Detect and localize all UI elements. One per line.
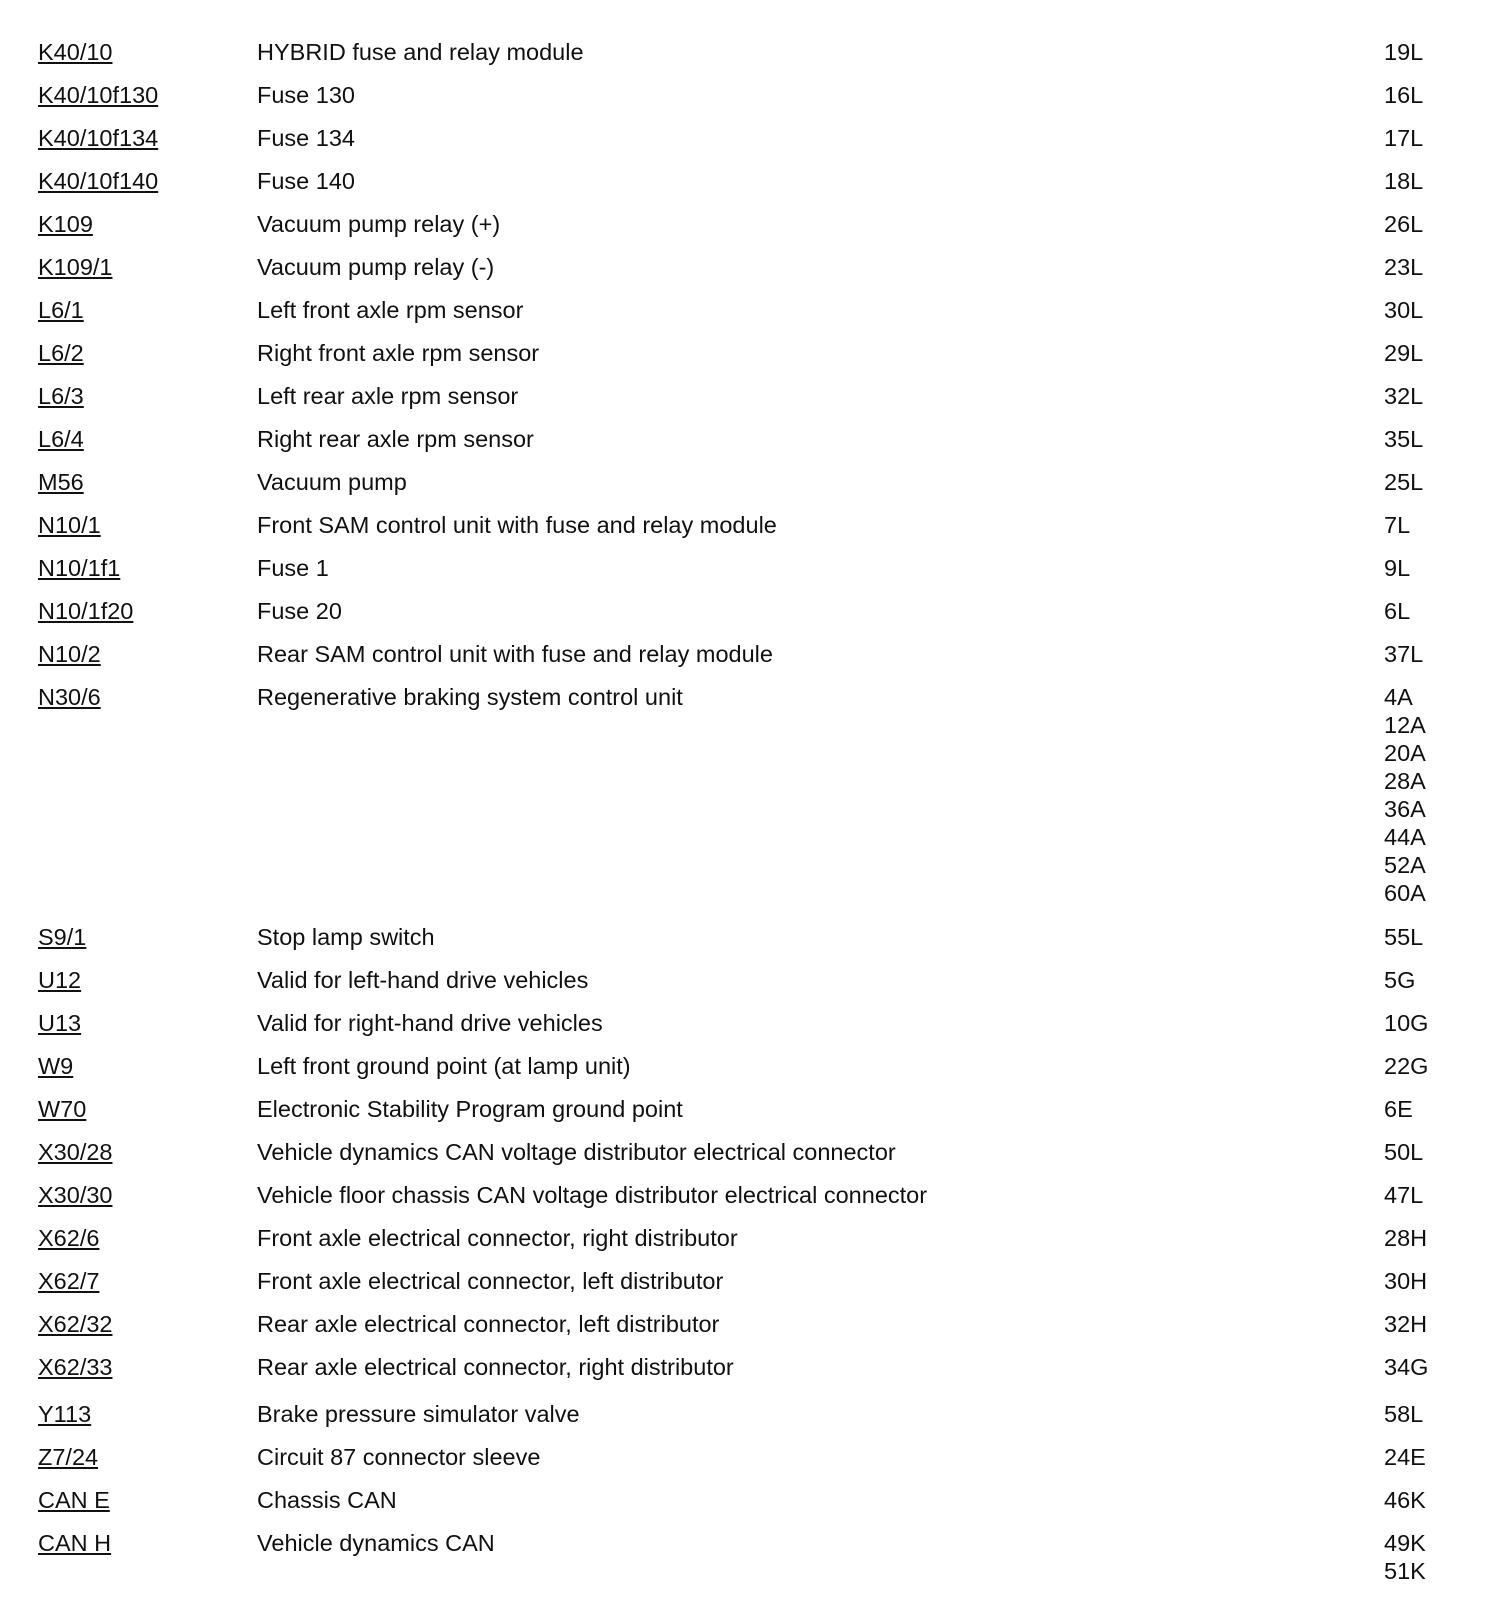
grid-reference: 46K <box>1384 1487 1426 1513</box>
grid-reference: 36A <box>1384 796 1426 822</box>
grid-reference-list <box>1384 339 1423 367</box>
component-description: HYBRID fuse and relay module <box>257 39 584 65</box>
grid-reference: 35L <box>1384 426 1424 452</box>
grid-reference: 50L <box>1384 1139 1424 1165</box>
component-description: Fuse 140 <box>257 168 355 194</box>
component-description: Chassis CAN <box>257 1487 397 1513</box>
grid-reference-list <box>1384 1400 1423 1428</box>
component-description: Fuse 1 <box>257 555 329 581</box>
grid-reference-list <box>1384 382 1423 410</box>
grid-reference-list <box>1384 1138 1423 1166</box>
component-code-link[interactable]: Z7/24 <box>38 1444 99 1470</box>
grid-reference-list <box>1384 597 1410 625</box>
grid-reference-list <box>1384 511 1410 539</box>
grid-reference: 47L <box>1384 1182 1424 1208</box>
grid-reference-list <box>1384 1486 1426 1514</box>
grid-reference: 16L <box>1384 82 1424 108</box>
grid-reference: 34G <box>1384 1354 1429 1380</box>
grid-reference: 28H <box>1384 1225 1428 1251</box>
grid-reference: 55L <box>1384 924 1424 950</box>
component-description: Fuse 130 <box>257 82 355 108</box>
component-code-link[interactable]: L6/1 <box>38 297 84 323</box>
grid-reference: 32H <box>1384 1311 1428 1337</box>
component-code-link[interactable]: N10/1f20 <box>38 598 134 624</box>
grid-reference: 30H <box>1384 1268 1428 1294</box>
grid-reference: 10G <box>1384 1010 1429 1036</box>
grid-reference: 60A <box>1384 880 1426 906</box>
grid-reference-list <box>1384 1353 1428 1381</box>
component-code-link[interactable]: L6/4 <box>38 426 84 452</box>
grid-reference-list <box>1384 1181 1423 1209</box>
component-code-link[interactable]: N30/6 <box>38 684 101 710</box>
component-description: Valid for right-hand drive vehicles <box>257 1010 603 1036</box>
component-code-link[interactable]: K109 <box>38 211 93 237</box>
grid-reference-list <box>1384 640 1423 668</box>
grid-reference: 5G <box>1384 967 1416 993</box>
grid-reference: 25L <box>1384 469 1424 495</box>
component-code-link[interactable]: Y113 <box>38 1401 92 1427</box>
grid-reference-list <box>1384 1224 1427 1252</box>
component-code-link[interactable]: CAN H <box>38 1530 112 1556</box>
component-code-link[interactable]: X30/28 <box>38 1139 113 1165</box>
grid-reference: 19L <box>1384 39 1424 65</box>
component-description: Valid for left-hand drive vehicles <box>257 967 589 993</box>
grid-reference: 26L <box>1384 211 1424 237</box>
grid-reference: 29L <box>1384 340 1424 366</box>
component-description: Rear SAM control unit with fuse and relay module <box>257 641 773 667</box>
grid-reference-list <box>1384 425 1423 453</box>
component-description: Vehicle floor chassis CAN voltage distributor electrical connector <box>257 1182 928 1208</box>
grid-reference: 37L <box>1384 641 1424 667</box>
component-description: Rear axle electrical connector, left distributor <box>257 1311 720 1337</box>
grid-reference-list <box>1384 1310 1427 1338</box>
component-code-link[interactable]: W9 <box>38 1053 74 1079</box>
component-description: Electronic Stability Program ground point <box>257 1096 683 1122</box>
grid-reference: 28A <box>1384 768 1426 794</box>
grid-reference: 4A <box>1384 684 1413 710</box>
component-description: Front axle electrical connector, right distributor <box>257 1225 738 1251</box>
grid-reference: 44A <box>1384 824 1426 850</box>
grid-reference-list <box>1384 167 1423 195</box>
component-code-link[interactable]: K40/10f134 <box>38 125 159 151</box>
grid-reference: 9L <box>1384 555 1411 581</box>
component-description: Right front axle rpm sensor <box>257 340 540 366</box>
component-code-link[interactable]: U12 <box>38 967 82 993</box>
grid-reference: 32L <box>1384 383 1424 409</box>
component-code-link[interactable]: K40/10f130 <box>38 82 159 108</box>
component-description: Circuit 87 connector sleeve <box>257 1444 541 1470</box>
grid-reference: 23L <box>1384 254 1424 280</box>
component-code-link[interactable]: W70 <box>38 1096 87 1122</box>
grid-reference-list <box>1384 1009 1428 1037</box>
component-code-link[interactable]: X30/30 <box>38 1182 113 1208</box>
grid-reference: 6L <box>1384 598 1411 624</box>
component-description: Regenerative braking system control unit <box>257 684 683 710</box>
component-description: Vacuum pump <box>257 469 407 495</box>
grid-reference: 20A <box>1384 740 1426 766</box>
grid-reference-list <box>1384 1052 1428 1080</box>
grid-reference: 12A <box>1384 712 1426 738</box>
grid-reference-list <box>1384 468 1423 496</box>
component-description: Rear axle electrical connector, right distributor <box>257 1354 734 1380</box>
grid-reference-list <box>1384 1443 1426 1471</box>
component-description: Fuse 20 <box>257 598 342 624</box>
component-description: Front axle electrical connector, left distributor <box>257 1268 724 1294</box>
grid-reference-list <box>1384 38 1423 66</box>
grid-reference-list <box>1384 81 1423 109</box>
grid-reference: 7L <box>1384 512 1411 538</box>
grid-reference-list <box>1384 923 1423 951</box>
component-description: Vacuum pump relay (+) <box>257 211 501 237</box>
grid-reference: 22G <box>1384 1053 1429 1079</box>
component-description: Brake pressure simulator valve <box>257 1401 580 1427</box>
component-code-link[interactable]: L6/3 <box>38 383 84 409</box>
component-code-link[interactable]: X62/32 <box>38 1311 113 1337</box>
component-description: Left rear axle rpm sensor <box>257 383 519 409</box>
component-description: Stop lamp switch <box>257 924 435 950</box>
component-description: Left front axle rpm sensor <box>257 297 524 323</box>
component-code-link[interactable]: X62/6 <box>38 1225 100 1251</box>
grid-reference-list <box>1384 966 1415 994</box>
grid-reference: 49K <box>1384 1530 1426 1556</box>
grid-reference: 18L <box>1384 168 1424 194</box>
component-description: Left front ground point (at lamp unit) <box>257 1053 631 1079</box>
grid-reference-list <box>1384 1267 1427 1295</box>
component-code-link[interactable]: S9/1 <box>38 924 87 950</box>
grid-reference-list <box>1384 554 1410 582</box>
grid-reference: 58L <box>1384 1401 1424 1427</box>
component-code-link[interactable]: N10/1 <box>38 512 101 538</box>
component-code-link[interactable]: X62/7 <box>38 1268 100 1294</box>
grid-reference: 30L <box>1384 297 1424 323</box>
component-code-link[interactable]: K109/1 <box>38 254 113 280</box>
grid-reference: 52A <box>1384 852 1426 878</box>
component-code-link[interactable]: M56 <box>38 469 84 495</box>
component-description: Vacuum pump relay (-) <box>257 254 495 280</box>
component-description: Fuse 134 <box>257 125 355 151</box>
component-description: Vehicle dynamics CAN <box>257 1530 495 1556</box>
grid-reference-list <box>1384 124 1423 152</box>
component-code-link[interactable]: K40/10f140 <box>38 168 159 194</box>
component-code-link[interactable]: K40/10 <box>38 39 113 65</box>
component-code-link[interactable]: N10/2 <box>38 641 101 667</box>
component-code-link[interactable]: L6/2 <box>38 340 84 366</box>
component-code-link[interactable]: N10/1f1 <box>38 555 121 581</box>
grid-reference: 24E <box>1384 1444 1426 1470</box>
grid-reference-list <box>1384 210 1423 238</box>
component-description: Front SAM control unit with fuse and relay module <box>257 512 777 538</box>
component-description: Right rear axle rpm sensor <box>257 426 534 452</box>
grid-reference-list <box>1384 1095 1413 1123</box>
grid-reference: 51K <box>1384 1558 1426 1584</box>
grid-reference-list <box>1384 296 1423 324</box>
component-description: Vehicle dynamics CAN voltage distributor electrical connector <box>257 1139 896 1165</box>
component-code-link[interactable]: X62/33 <box>38 1354 113 1380</box>
grid-reference: 17L <box>1384 125 1424 151</box>
component-code-link[interactable]: CAN E <box>38 1487 110 1513</box>
grid-reference-list <box>1384 683 1426 907</box>
grid-reference-list <box>1384 1529 1426 1585</box>
grid-reference: 6E <box>1384 1096 1413 1122</box>
grid-reference-list <box>1384 253 1423 281</box>
component-code-link[interactable]: U13 <box>38 1010 82 1036</box>
